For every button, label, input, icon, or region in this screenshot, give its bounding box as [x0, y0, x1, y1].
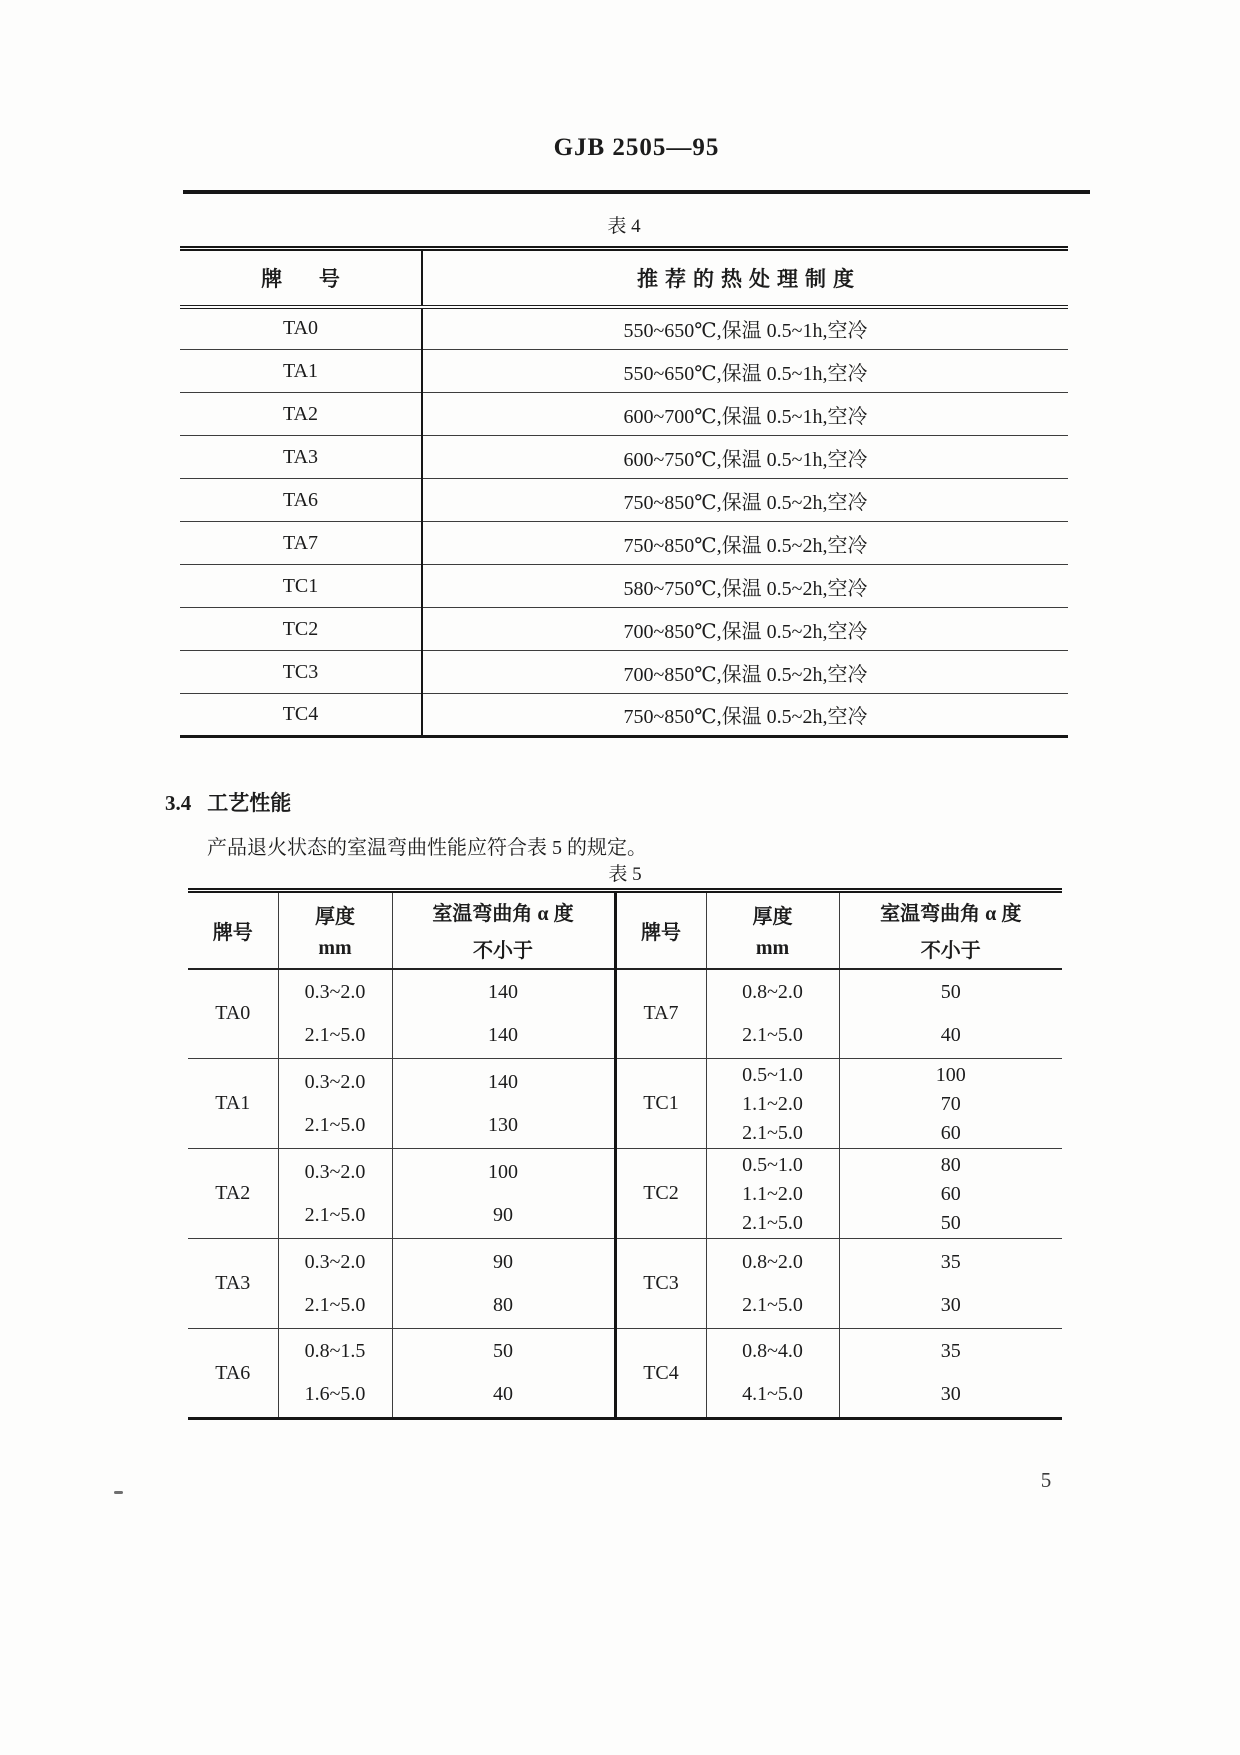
thickness-line: 2.1~5.0	[304, 1293, 366, 1316]
table5	[188, 888, 1062, 1420]
angle-condition: 不小于	[473, 940, 533, 963]
treatment-cell: 550~650℃,保温 0.5~1h,空冷	[623, 362, 868, 385]
grade-cell: TC2	[615, 1149, 706, 1239]
treatment-cell: 550~650℃,保温 0.5~1h,空冷	[623, 320, 868, 343]
thickness-cell	[278, 1059, 392, 1149]
grade-cell: TA1	[188, 1059, 278, 1149]
angle-line: 35	[940, 1250, 961, 1273]
thickness-line: 2.1~5.0	[304, 1113, 366, 1136]
thickness-title: 厚度	[752, 906, 793, 929]
angle-line: 80	[940, 1153, 961, 1176]
table4-treatment-header: 推荐的热处理制度	[637, 266, 861, 291]
angle-line: 40	[940, 1023, 961, 1046]
table-row	[180, 651, 1068, 694]
angle-line: 60	[940, 1121, 961, 1144]
table-row	[180, 350, 1068, 393]
thickness-line: 1.6~5.0	[304, 1383, 366, 1405]
grade-cell: TC4	[180, 694, 422, 737]
thickness-line: 0.8~4.0	[742, 1340, 803, 1362]
table5-group-row	[188, 1149, 1062, 1239]
thickness-cell	[278, 1329, 392, 1419]
treatment-cell: 750~850℃,保温 0.5~2h,空冷	[623, 534, 868, 557]
page-number: 5	[1040, 1468, 1052, 1492]
grade-cell: TA0	[180, 307, 422, 350]
angle-cell	[392, 1149, 615, 1239]
thickness-line: 0.3~2.0	[304, 1160, 366, 1183]
thickness-cell	[706, 969, 839, 1059]
grade-cell: TA2	[180, 393, 422, 436]
thickness-line: 0.8~1.5	[304, 1340, 366, 1362]
angle-line: 60	[940, 1182, 961, 1205]
thickness-line: 1.1~2.0	[742, 1182, 803, 1205]
angle-title: 室温弯曲角 α 度	[432, 903, 574, 926]
thickness-line: 2.1~5.0	[742, 1023, 803, 1046]
section-title: 工艺性能	[207, 791, 292, 815]
angle-line: 70	[940, 1092, 961, 1115]
grade-cell: TA3	[188, 1239, 278, 1329]
grade-cell: TA6	[188, 1329, 278, 1419]
thickness-line: 2.1~5.0	[304, 1023, 366, 1046]
angle-line: 90	[493, 1250, 513, 1273]
grade-header: 牌号	[188, 891, 278, 969]
angle-line: 30	[940, 1383, 961, 1405]
thickness-line: 0.8~2.0	[742, 980, 803, 1003]
table-row	[180, 479, 1068, 522]
table5-header-row	[188, 891, 1062, 969]
thickness-unit: mm	[755, 937, 790, 960]
treatment-cell: 700~850℃,保温 0.5~2h,空冷	[623, 620, 868, 643]
grade-cell: TA2	[188, 1149, 278, 1239]
header-rule	[183, 190, 1090, 194]
angle-line: 140	[488, 980, 518, 1003]
grade-cell: TA6	[180, 479, 422, 522]
angle-line: 100	[488, 1160, 518, 1183]
thickness-line: 0.8~2.0	[742, 1250, 803, 1273]
document-code: GJB 2505—95	[553, 134, 720, 161]
section-paragraph: 产品退火状态的室温弯曲性能应符合表 5 的规定。	[207, 837, 647, 859]
thickness-cell	[278, 969, 392, 1059]
table4-caption: 表 4	[607, 216, 641, 237]
treatment-cell: 600~750℃,保温 0.5~1h,空冷	[623, 448, 868, 471]
table4-header-row	[180, 249, 1068, 307]
thickness-line: 1.1~2.0	[742, 1092, 803, 1115]
angle-line: 35	[940, 1340, 961, 1362]
section-heading	[165, 787, 291, 817]
thickness-line: 2.1~5.0	[304, 1203, 366, 1226]
table-row	[180, 436, 1068, 479]
thickness-header	[278, 891, 392, 969]
scan-artifact-dash	[114, 1491, 123, 1494]
angle-cell	[839, 1059, 1062, 1149]
treatment-cell: 750~850℃,保温 0.5~2h,空冷	[623, 706, 868, 728]
thickness-unit: mm	[318, 937, 352, 960]
angle-line: 50	[940, 1211, 961, 1234]
angle-header	[839, 891, 1062, 969]
treatment-cell: 580~750℃,保温 0.5~2h,空冷	[623, 577, 868, 600]
thickness-line: 2.1~5.0	[742, 1293, 803, 1316]
angle-cell	[392, 969, 615, 1059]
angle-header	[392, 891, 615, 969]
table-row	[180, 694, 1068, 737]
table-row	[180, 608, 1068, 651]
table5-group-row	[188, 1329, 1062, 1419]
section-number: 3.4	[165, 791, 192, 815]
table-row	[180, 565, 1068, 608]
table5-group-row	[188, 1059, 1062, 1149]
angle-cell	[392, 1059, 615, 1149]
thickness-cell	[706, 1149, 839, 1239]
thickness-cell	[278, 1239, 392, 1329]
table-row	[180, 393, 1068, 436]
thickness-cell	[278, 1149, 392, 1239]
angle-line: 40	[493, 1383, 513, 1405]
grade-cell: TC4	[615, 1329, 706, 1419]
thickness-line: 0.5~1.0	[742, 1153, 803, 1176]
thickness-line: 2.1~5.0	[742, 1211, 803, 1234]
table4	[180, 246, 1068, 738]
angle-line: 140	[488, 1070, 518, 1093]
table-row	[180, 307, 1068, 350]
angle-title: 室温弯曲角 α 度	[880, 903, 1022, 926]
angle-cell	[839, 1149, 1062, 1239]
thickness-title: 厚度	[315, 906, 355, 929]
treatment-cell: 600~700℃,保温 0.5~1h,空冷	[623, 405, 868, 428]
grade-header: 牌号	[615, 891, 706, 969]
grade-cell: TC1	[615, 1059, 706, 1149]
angle-line: 80	[493, 1293, 513, 1316]
grade-cell: TA1	[180, 350, 422, 393]
table-row	[180, 522, 1068, 565]
thickness-cell	[706, 1239, 839, 1329]
grade-cell: TC1	[180, 565, 422, 608]
thickness-line: 4.1~5.0	[742, 1383, 803, 1405]
treatment-cell: 750~850℃,保温 0.5~2h,空冷	[623, 491, 868, 514]
grade-cell: TC3	[615, 1239, 706, 1329]
grade-cell: TA7	[615, 969, 706, 1059]
grade-cell: TC2	[180, 608, 422, 651]
angle-condition: 不小于	[920, 940, 981, 963]
thickness-header	[706, 891, 839, 969]
angle-cell	[392, 1239, 615, 1329]
thickness-cell	[706, 1059, 839, 1149]
angle-line: 50	[940, 980, 961, 1003]
angle-line: 50	[493, 1340, 513, 1362]
thickness-line: 2.1~5.0	[742, 1121, 803, 1144]
grade-cell: TA7	[180, 522, 422, 565]
thickness-line: 0.5~1.0	[742, 1063, 803, 1086]
treatment-cell: 700~850℃,保温 0.5~2h,空冷	[623, 663, 868, 686]
table5-group-row	[188, 969, 1062, 1059]
angle-cell	[839, 1239, 1062, 1329]
thickness-line: 0.3~2.0	[304, 1250, 366, 1273]
angle-cell	[839, 1329, 1062, 1419]
angle-cell	[839, 969, 1062, 1059]
grade-cell: TC3	[180, 651, 422, 694]
grade-cell: TA3	[180, 436, 422, 479]
table5-group-row	[188, 1239, 1062, 1329]
thickness-cell	[706, 1329, 839, 1419]
table5-caption: 表 5	[608, 864, 642, 885]
angle-cell	[392, 1329, 615, 1419]
angle-line: 90	[493, 1203, 513, 1226]
angle-line: 130	[488, 1113, 518, 1136]
angle-line: 100	[935, 1063, 966, 1086]
grade-cell: TA0	[188, 969, 278, 1059]
thickness-line: 0.3~2.0	[304, 1070, 366, 1093]
table4-grade-header: 牌 号	[180, 249, 422, 307]
angle-line: 30	[940, 1293, 961, 1316]
thickness-line: 0.3~2.0	[304, 980, 366, 1003]
angle-line: 140	[488, 1023, 518, 1046]
